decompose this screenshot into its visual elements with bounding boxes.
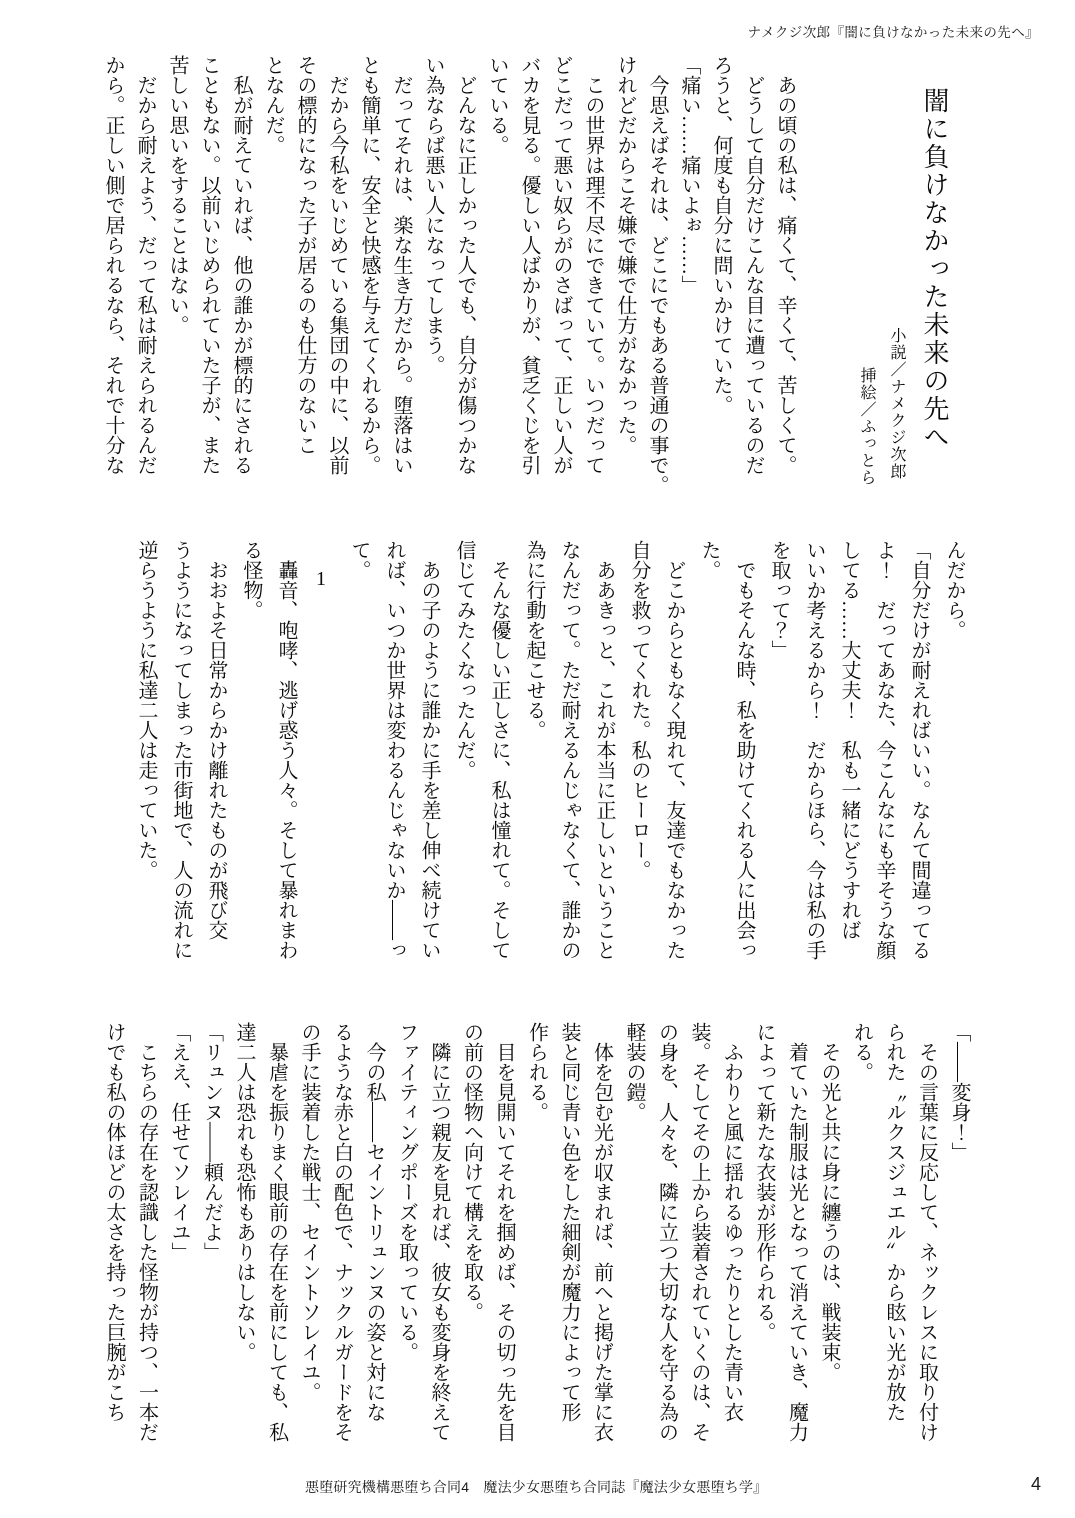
text-column: を取って？」 <box>768 540 790 660</box>
text-column: してる……大丈夫！ 私も一緒にどうすれば <box>838 540 860 940</box>
text-column: ああきっと、これが本当に正しいということ <box>593 540 615 960</box>
text-column: こともない。以前いじめられていた子が、また <box>198 55 220 475</box>
text-column: 「ええ、任せてソレイユ」 <box>168 1022 190 1262</box>
text-column: 体を包む光が収まれば、前へと掲げた掌に衣 <box>590 1022 613 1442</box>
text-column: 今思えばそれは、どこにでもある普通の事で。 <box>646 55 668 495</box>
text-column: ろうと、何度も自分に問いかけていた。 <box>710 55 732 415</box>
text-column: ファイティングポーズを取っている。 <box>395 1022 418 1362</box>
text-column: けでも私の体ほどの太さを持った巨腕がこち <box>103 1022 125 1422</box>
text-column: 着ていた制服は光となって消えていき、魔力 <box>785 1022 808 1442</box>
text-column: 隣に立つ親友を見れば、彼女も変身を終えて <box>428 1022 450 1442</box>
text-column: 暴虐を振りまく眼前の存在を前にしても、私 <box>265 1022 288 1442</box>
text-column: られた〝ルクスジュエル〟から眩い光が放た <box>883 1022 905 1422</box>
text-column: て。 <box>348 540 370 580</box>
prologue-band-1 <box>97 55 957 510</box>
chapter-text <box>128 540 303 985</box>
text-column: 苦しい思いをすることはない。 <box>166 55 188 335</box>
text-column: その標的になった子が居るのも仕方のないこ <box>294 55 316 455</box>
text-column: た。 <box>698 540 720 580</box>
text-column: い為ならば悪い人になってしまう。 <box>422 55 444 375</box>
chapter-number: 1 <box>310 568 332 590</box>
story-title: 闇に負けなかった未来の先へ <box>920 87 949 451</box>
text-column: 装。そしてその上から装着されていくのは、そ <box>688 1022 710 1442</box>
text-column: 轟音、咆哮、逃げ惑う人々。そして暴れまわ <box>275 540 297 960</box>
text-column: 「リュンヌ――頼んだよ」 <box>200 1022 223 1262</box>
text-column: の前の怪物へ向けて構えを取る。 <box>460 1022 483 1322</box>
text-column: 信じてみたくなったんだ。 <box>453 540 475 780</box>
running-header: ナメクジ次郎『闇に負けなかった未来の先へ』 <box>747 25 1039 40</box>
text-column: どこからともなく現れて、友達でもなかった <box>663 540 685 960</box>
text-column: 「痛い……痛いよぉ……」 <box>678 55 700 295</box>
text-column: だってそれは、楽な生き方だから。堕落はい <box>390 55 412 475</box>
text-column: んだから。 <box>943 540 965 640</box>
text-column: 達二人は恐れも恐怖もありはしない。 <box>233 1022 255 1362</box>
text-column: いいか考えるから！ だからほら、今は私の手 <box>803 540 825 960</box>
text-column: 為に行動を起こせる。 <box>523 540 545 740</box>
text-column: れる。 <box>850 1022 873 1082</box>
text-column: よ！ だってあなた、今こんなにも辛そうな顔 <box>873 540 895 960</box>
text-column: によって新たな衣装が形作られる。 <box>753 1022 775 1342</box>
chapter-band <box>98 1022 976 1467</box>
text-column: 今の私――セイントリュンヌの姿と対にな <box>363 1022 385 1422</box>
text-column: る怪物。 <box>240 540 262 620</box>
text-column: 私が耐えていれば、他の誰かが標的にされる <box>230 55 252 475</box>
text-column: どうして自分だけこんな目に遭っているのだ <box>742 55 764 475</box>
text-column: けれどだからこそ嫌で嫌で仕方がなかった。 <box>614 55 636 455</box>
text-column: おおよそ日常からかけ離れたものが飛び交 <box>205 540 227 940</box>
prologue-text-part1 <box>97 55 801 510</box>
text-column: あの子のように誰かに手を差し伸べ続けてい <box>418 540 440 960</box>
text-column: あの頃の私は、痛くて、辛くて、苦しくて。 <box>774 55 796 475</box>
text-column: から。正しい側で居られるなら、それで十分な <box>102 55 124 475</box>
text-column: 装と同じ青い色をした細剣が魔力によって形 <box>558 1022 580 1422</box>
chapter-text-continued <box>98 1022 976 1467</box>
prologue-text-part2 <box>341 540 971 985</box>
text-column: その言葉に反応して、ネックレスに取り付け <box>915 1022 938 1442</box>
text-column: いている。 <box>486 55 508 155</box>
page-number: 4 <box>1030 1474 1041 1494</box>
footer-credit: 悪堕研究機構悪堕ち合同4 魔法少女悪堕ち合同誌『魔法少女悪堕ち学』 <box>305 1479 768 1495</box>
text-column: でもそんな時、私を助けてくれる人に出会っ <box>733 540 755 960</box>
text-column: 目を見開いてそれを掴めば、その切っ先を目 <box>493 1022 515 1442</box>
text-column: うようになってしまった市街地で、人の流れに <box>170 540 192 960</box>
text-column: となんだ。 <box>262 55 284 155</box>
novel-credit: 小説／ナメクジ次郎 <box>888 327 905 480</box>
text-column: 軽装の鎧。 <box>623 1022 645 1122</box>
text-column: どこだって悪い奴らがのさばって、正しい人が <box>550 55 572 475</box>
text-column: だから今私をいじめている集団の中に、以前 <box>326 55 348 475</box>
text-column: だから耐えよう、だって私は耐えられるんだ <box>134 55 156 475</box>
text-column: の手に装着した戦士、セイントソレイユ。 <box>298 1022 320 1402</box>
text-column: バカを見る。優しい人ばかりが、貧乏くじを引 <box>518 55 540 475</box>
text-column: どんなに正しかった人でも、自分が傷つかな <box>454 55 476 475</box>
text-column: 「――変身！」 <box>948 1022 970 1162</box>
prologue-band-2 <box>128 540 971 985</box>
text-column: その光と共に身に纏うのは、戦装束。 <box>818 1022 840 1382</box>
text-column: 自分を救ってくれた。私のヒーロー。 <box>628 540 650 880</box>
text-column: とも簡単に、安全と快感を与えてくれるから。 <box>358 55 380 475</box>
text-column: の身を、人々を、隣に立つ大切な人を守る為の <box>655 1022 678 1442</box>
text-column: なんだって。ただ耐えるんじゃなくて、誰かの <box>558 540 580 960</box>
illustration-credit: 挿絵／ふっとら <box>858 367 875 486</box>
text-column: そんな優しい正しさに、私は憧れて。そして <box>488 540 510 960</box>
text-column: 逆らうように私達二人は走っていた。 <box>135 540 157 880</box>
text-column: るような赤と白の配色で、ナックルガードをそ <box>330 1022 353 1442</box>
text-column: 作られる。 <box>525 1022 548 1122</box>
text-column: れば、いつか世界は変わるんじゃないか――っ <box>383 540 405 960</box>
text-column: こちらの存在を認識した怪物が持つ、一本だ <box>135 1022 158 1442</box>
text-column: この世界は理不尽にできていて。いつだって <box>582 55 604 475</box>
text-column: 「自分だけが耐えればいい。なんて間違ってる <box>908 540 930 960</box>
text-column: ふわりと風に揺れるゆったりとした青い衣 <box>720 1022 743 1422</box>
